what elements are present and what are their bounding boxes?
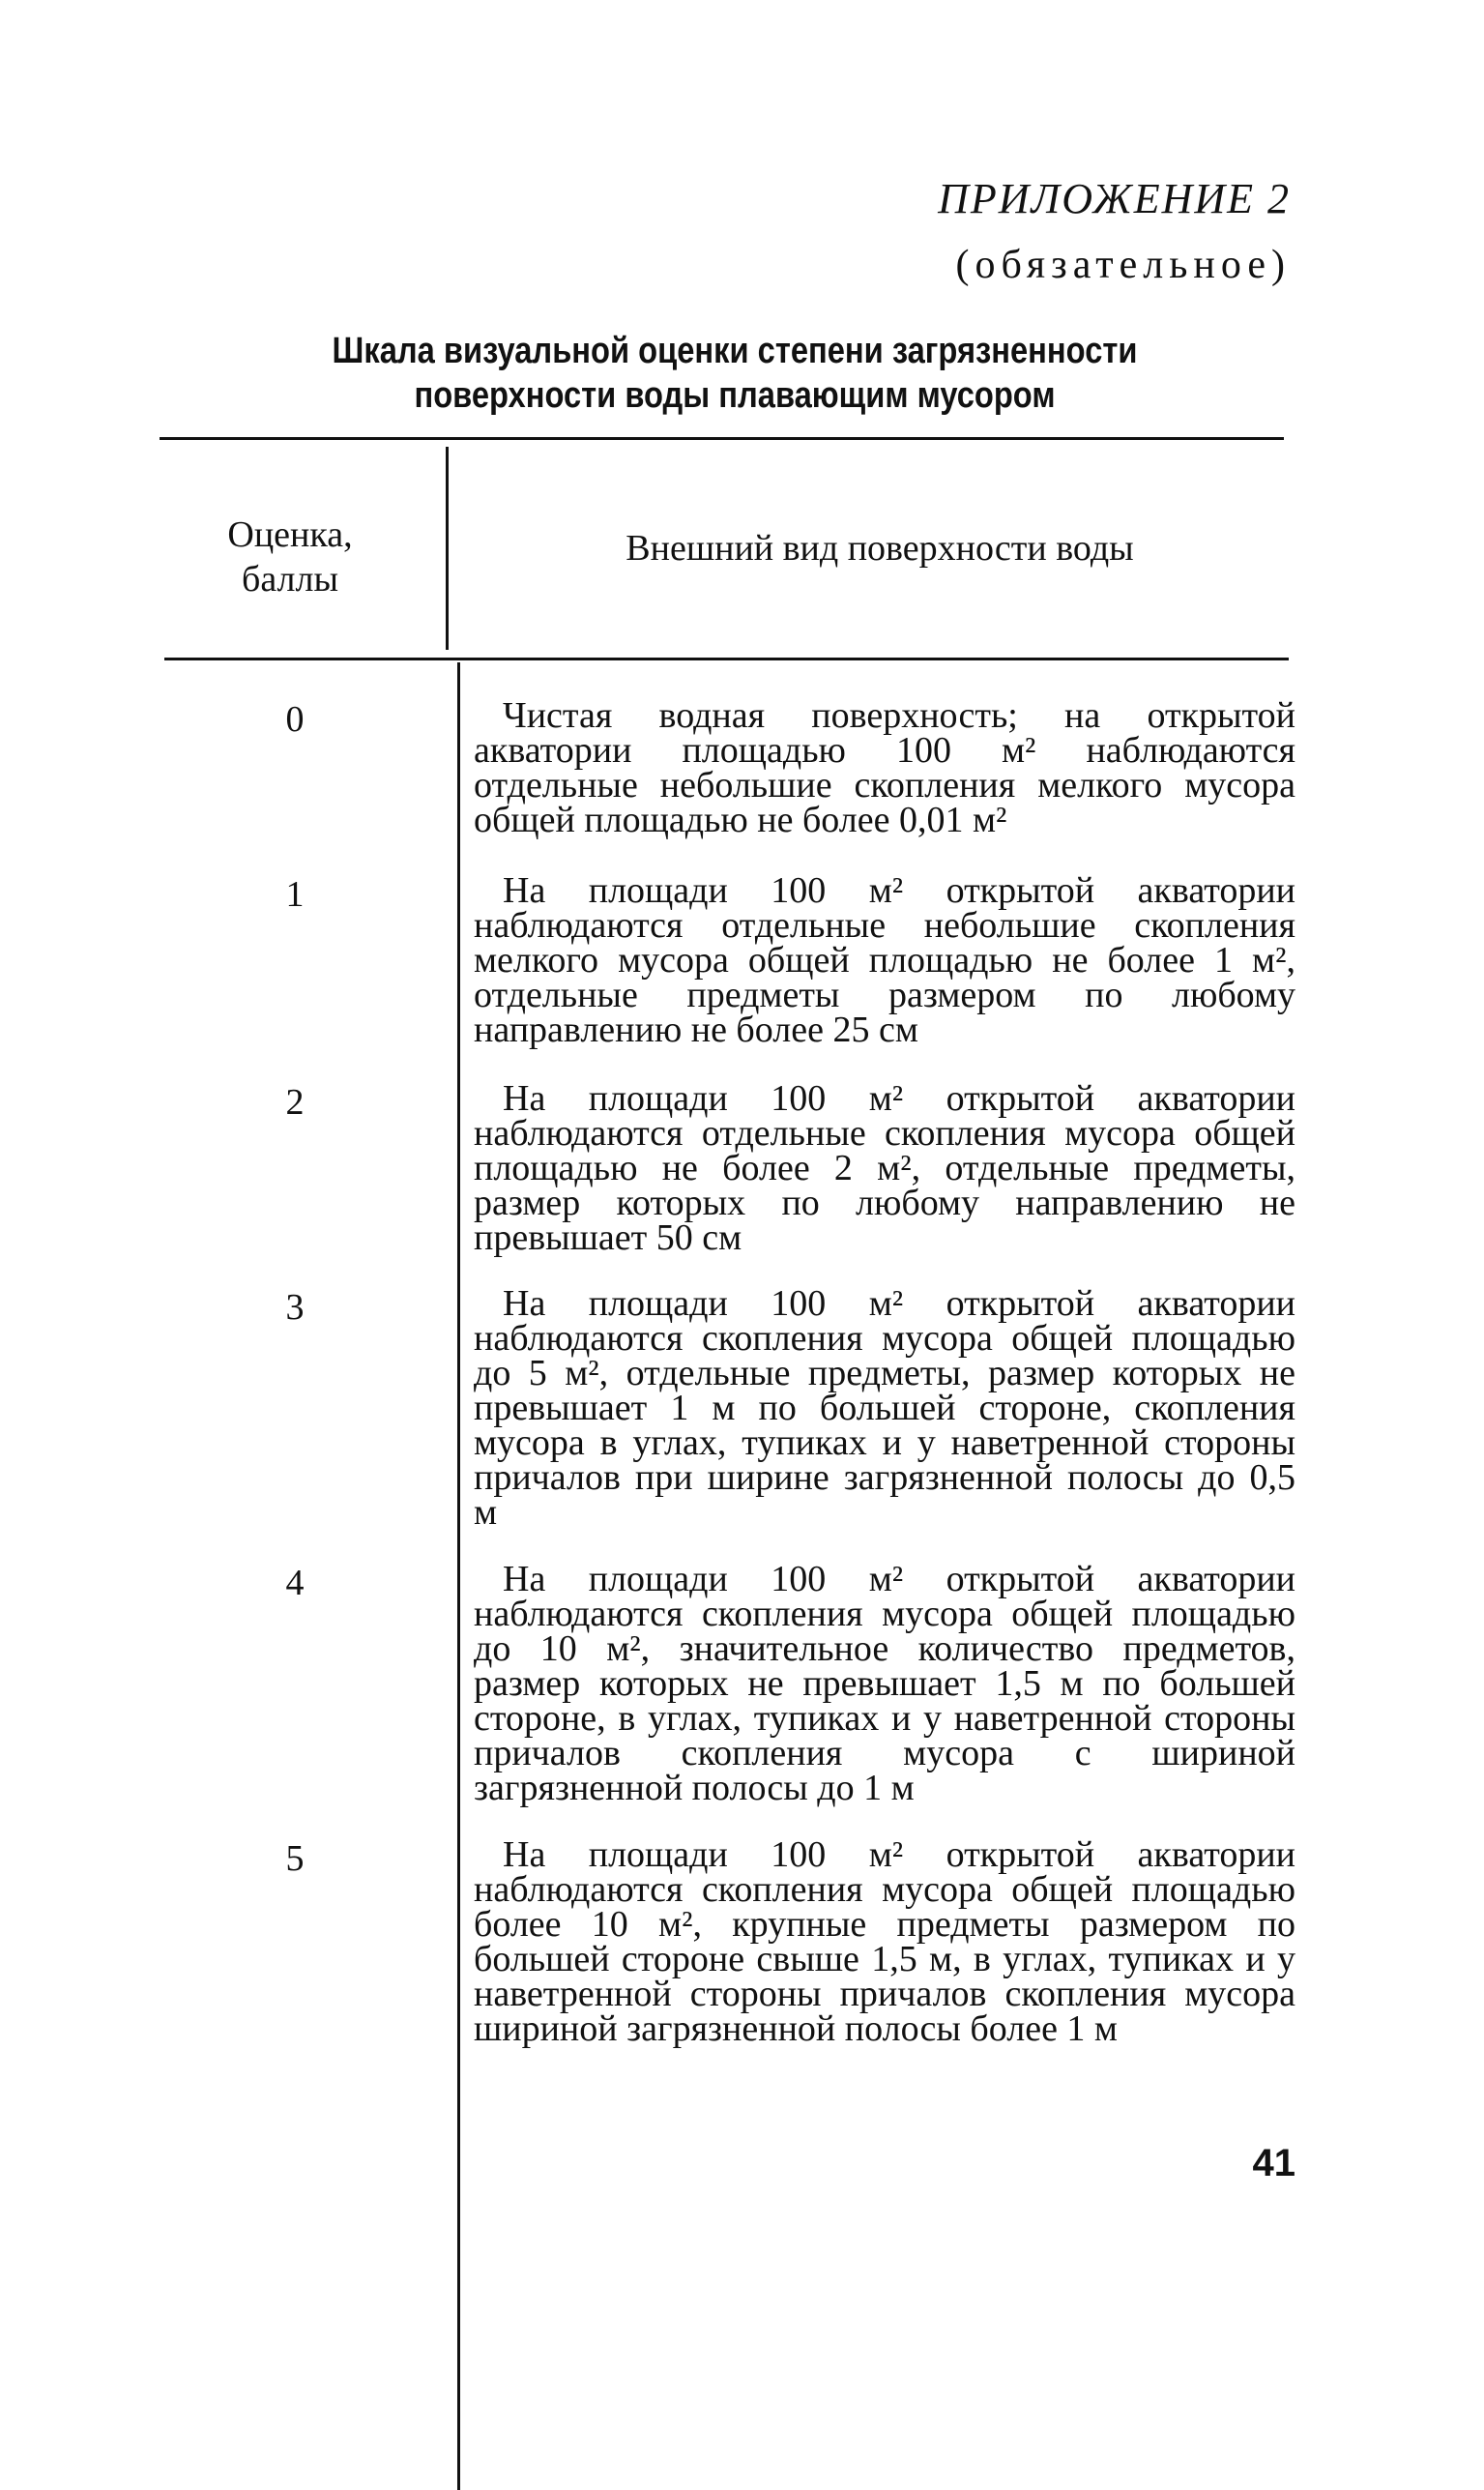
column-header-score: Оценка, баллы bbox=[227, 514, 353, 600]
row-score-2: 2 bbox=[285, 1082, 305, 1123]
row-score-5: 5 bbox=[285, 1838, 305, 1879]
row-score-0: 0 bbox=[285, 699, 305, 740]
body-column-divider bbox=[457, 662, 460, 2490]
page-title bbox=[236, 329, 1234, 418]
row-description-0: Чистая водная поверхность; на открытой акватории площадью 100 м² наблюдаются отдельные небольшие скопления мелкого мусора общей площадью не более 0,01 м² bbox=[474, 695, 1295, 840]
header-column-divider bbox=[446, 447, 449, 650]
row-description-2: На площади 100 м² открытой акватории наблюдаются отдельные скопления мусора общей площадью не более 2 м², отдельные предметы, размер которых по любому направлению не превышает 50 см bbox=[474, 1078, 1295, 1258]
row-score-3: 3 bbox=[285, 1287, 305, 1328]
table-header-rule bbox=[164, 658, 1289, 660]
row-description-1: На площади 100 м² открытой акватории наблюдаются отдельные небольшие скопления мелкого мусора общей площадью не более 1 м², отдельные предметы размером по любому направлению не более 25 см bbox=[474, 870, 1295, 1050]
row-score-4: 4 bbox=[285, 1563, 305, 1603]
title-line-1: Шкала визуальной оценки степени загрязненности bbox=[332, 331, 1138, 371]
row-description-5: На площади 100 м² открытой акватории наблюдаются скопления мусора общей площадью более 10 м², крупные предметы размером по большей стороне свыше 1,5 м, в углах, тупиках и у наветренной стороны причалов скопления мусора шириной загрязненной полосы более 1 м bbox=[474, 1834, 1295, 2049]
column-header-description: Внешний вид поверхности воды bbox=[626, 528, 1134, 569]
title-line-2: поверхности воды плавающим мусором bbox=[414, 375, 1056, 416]
page-number: 41 bbox=[1252, 2142, 1295, 2184]
row-description-4: На площади 100 м² открытой акватории наблюдаются скопления мусора общей площадью до 10 м², значительное количество предметов, размер которых не превышает 1,5 м по большей стороне, в углах, тупиках и у наветренной стороны причалов скопления мусора с шириной загрязненной полосы до 1 м bbox=[474, 1559, 1295, 1808]
table-top-rule bbox=[160, 437, 1284, 440]
annex-status: (обязательное) bbox=[955, 243, 1291, 287]
annex-heading: ПРИЛОЖЕНИЕ 2 bbox=[938, 175, 1291, 222]
row-description-3: На площади 100 м² открытой акватории наблюдаются скопления мусора общей площадью до 5 м², отдельные предметы, размер которых не превышает 1 м по большей стороне, скопления мусора в углах, тупиках и у наветренной стороны причалов при ширине загрязненной полосы до 0,5 м bbox=[474, 1283, 1295, 1533]
row-score-1: 1 bbox=[285, 874, 305, 915]
